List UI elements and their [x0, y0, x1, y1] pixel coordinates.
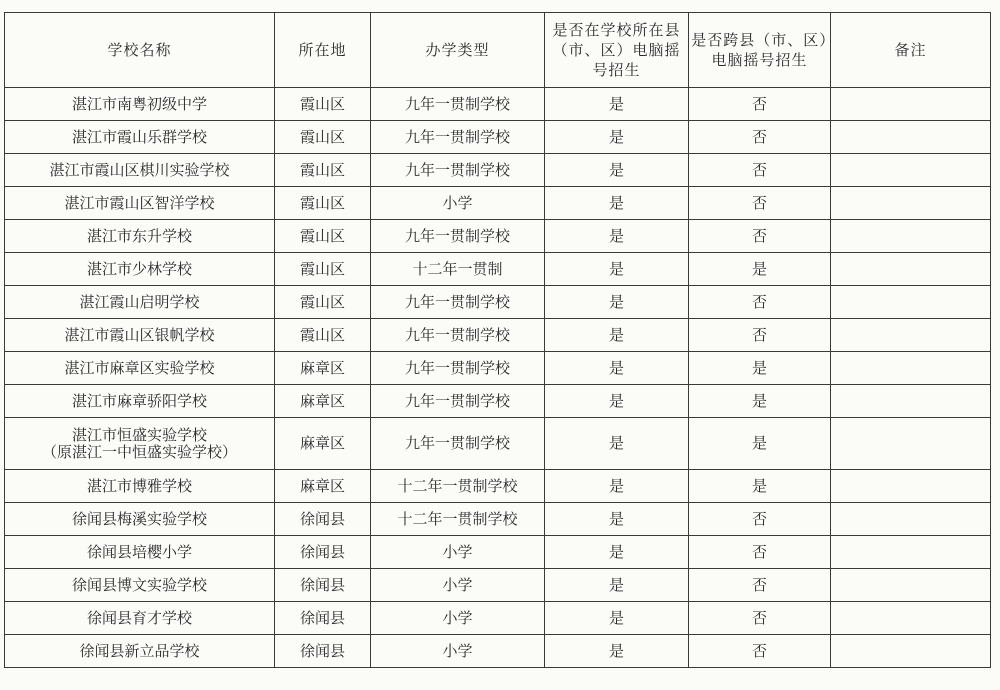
- cell-in-county: 是: [545, 121, 689, 154]
- cell-type: 九年一贯制学校: [371, 220, 545, 253]
- cell-remark: [831, 635, 991, 668]
- school-table: [4, 12, 991, 668]
- cell-remark: [831, 253, 991, 286]
- header-type: 办学类型: [371, 13, 545, 88]
- cell-type: 九年一贯制学校: [371, 286, 545, 319]
- cell-in-county: 是: [545, 503, 689, 536]
- cell-remark: [831, 536, 991, 569]
- cell-remark: [831, 187, 991, 220]
- cell-location: 霞山区: [275, 220, 371, 253]
- cell-cross-county: 否: [689, 319, 831, 352]
- table-row: [5, 121, 991, 154]
- cell-in-county: 是: [545, 154, 689, 187]
- table-row: [5, 536, 991, 569]
- table-row: [5, 253, 991, 286]
- cell-cross-county: 是: [689, 470, 831, 503]
- cell-cross-county: 否: [689, 121, 831, 154]
- cell-location: 徐闻县: [275, 602, 371, 635]
- table-row: [5, 470, 991, 503]
- cell-remark: [831, 503, 991, 536]
- header-remark: 备注: [831, 13, 991, 88]
- cell-name: 徐闻县梅溪实验学校: [5, 503, 275, 536]
- cell-name: 湛江市霞山区棋川实验学校: [5, 154, 275, 187]
- cell-in-county: 是: [545, 635, 689, 668]
- cell-cross-county: 否: [689, 286, 831, 319]
- cell-cross-county: 否: [689, 154, 831, 187]
- cell-remark: [831, 385, 991, 418]
- cell-remark: [831, 319, 991, 352]
- cell-location: 霞山区: [275, 187, 371, 220]
- table-row: [5, 154, 991, 187]
- cell-name-line1: 湛江市恒盛实验学校: [71, 425, 207, 444]
- cell-cross-county: 是: [689, 385, 831, 418]
- header-row: [5, 13, 991, 88]
- cell-name: 徐闻县培樱小学: [5, 536, 275, 569]
- table-row: [5, 286, 991, 319]
- cell-name: 湛江市南粤初级中学: [5, 88, 275, 121]
- cell-cross-county: 是: [689, 352, 831, 385]
- header-name: 学校名称: [5, 13, 275, 88]
- cell-remark: [831, 154, 991, 187]
- cell-type: 九年一贯制学校: [371, 385, 545, 418]
- cell-cross-county: 否: [689, 220, 831, 253]
- cell-type: 十二年一贯制学校: [371, 503, 545, 536]
- cell-type: 九年一贯制学校: [371, 352, 545, 385]
- cell-type: 九年一贯制学校: [371, 88, 545, 121]
- table-row: [5, 602, 991, 635]
- cell-name: 徐闻县博文实验学校: [5, 569, 275, 602]
- cell-name: 湛江市霞山乐群学校: [5, 121, 275, 154]
- cell-location: 徐闻县: [275, 536, 371, 569]
- cell-remark: [831, 121, 991, 154]
- cell-in-county: 是: [545, 470, 689, 503]
- cell-in-county: 是: [545, 88, 689, 121]
- cell-location: 徐闻县: [275, 503, 371, 536]
- cell-remark: [831, 286, 991, 319]
- cell-name: 徐闻县育才学校: [5, 602, 275, 635]
- cell-type: 九年一贯制学校: [371, 319, 545, 352]
- cell-cross-county: 否: [689, 635, 831, 668]
- cell-type: 小学: [371, 187, 545, 220]
- table-row: [5, 635, 991, 668]
- table-row: [5, 418, 991, 470]
- cell-remark: [831, 602, 991, 635]
- cell-in-county: 是: [545, 319, 689, 352]
- cell-location: 霞山区: [275, 88, 371, 121]
- cell-location: 徐闻县: [275, 569, 371, 602]
- cell-name: 湛江市东升学校: [5, 220, 275, 253]
- table-row: [5, 569, 991, 602]
- cell-type: 小学: [371, 569, 545, 602]
- cell-location: 麻章区: [275, 418, 371, 470]
- cell-in-county: 是: [545, 286, 689, 319]
- table-row: [5, 319, 991, 352]
- cell-in-county: 是: [545, 352, 689, 385]
- cell-in-county: 是: [545, 536, 689, 569]
- cell-type: 十二年一贯制: [371, 253, 545, 286]
- cell-cross-county: 否: [689, 536, 831, 569]
- cell-type: 小学: [371, 635, 545, 668]
- cell-location: 霞山区: [275, 121, 371, 154]
- cell-cross-county: 否: [689, 602, 831, 635]
- cell-in-county: 是: [545, 187, 689, 220]
- cell-cross-county: 否: [689, 88, 831, 121]
- table-row: [5, 220, 991, 253]
- table-row: [5, 352, 991, 385]
- cell-location: 霞山区: [275, 253, 371, 286]
- cell-type: 十二年一贯制学校: [371, 470, 545, 503]
- cell-in-county: 是: [545, 418, 689, 470]
- cell-name: 湛江市少林学校: [5, 253, 275, 286]
- cell-remark: [831, 88, 991, 121]
- cell-name: 徐闻县新立品学校: [5, 635, 275, 668]
- cell-name: 湛江市麻章区实验学校: [5, 352, 275, 385]
- cell-location: 霞山区: [275, 286, 371, 319]
- header-cross-county: 是否跨县（市、区）电脑摇号招生: [689, 13, 831, 88]
- cell-cross-county: 否: [689, 569, 831, 602]
- header-location: 所在地: [275, 13, 371, 88]
- cell-type: 九年一贯制学校: [371, 418, 545, 470]
- cell-type: 小学: [371, 536, 545, 569]
- cell-location: 麻章区: [275, 470, 371, 503]
- cell-name: 湛江市霞山区银帆学校: [5, 319, 275, 352]
- cell-type: 小学: [371, 602, 545, 635]
- cell-location: 霞山区: [275, 154, 371, 187]
- cell-name: 湛江市霞山区智洋学校: [5, 187, 275, 220]
- table-header: [5, 13, 991, 88]
- cell-remark: [831, 470, 991, 503]
- cell-type: 九年一贯制学校: [371, 121, 545, 154]
- cell-remark: [831, 418, 991, 470]
- header-in-county: 是否在学校所在县（市、区）电脑摇号招生: [545, 13, 689, 88]
- cell-in-county: 是: [545, 220, 689, 253]
- cell-in-county: 是: [545, 602, 689, 635]
- table-row: [5, 88, 991, 121]
- cell-name: 湛江霞山启明学校: [5, 286, 275, 319]
- cell-name: 湛江市麻章骄阳学校: [5, 385, 275, 418]
- cell-remark: [831, 569, 991, 602]
- table-row: [5, 503, 991, 536]
- cell-cross-county: 否: [689, 187, 831, 220]
- cell-remark: [831, 220, 991, 253]
- cell-location: 徐闻县: [275, 635, 371, 668]
- cell-cross-county: 是: [689, 418, 831, 470]
- table-row: [5, 187, 991, 220]
- cell-in-county: 是: [545, 385, 689, 418]
- table-body: [5, 88, 991, 668]
- cell-in-county: 是: [545, 569, 689, 602]
- cell-name-line2: （原湛江一中恒盛实验学校）: [41, 442, 237, 461]
- cell-location: 麻章区: [275, 385, 371, 418]
- cell-type: 九年一贯制学校: [371, 154, 545, 187]
- table-row: [5, 385, 991, 418]
- cell-cross-county: 是: [689, 253, 831, 286]
- cell-name: 湛江市博雅学校: [5, 470, 275, 503]
- cell-cross-county: 否: [689, 503, 831, 536]
- cell-in-county: 是: [545, 253, 689, 286]
- cell-name: [5, 418, 275, 470]
- cell-remark: [831, 352, 991, 385]
- cell-location: 麻章区: [275, 352, 371, 385]
- cell-location: 霞山区: [275, 319, 371, 352]
